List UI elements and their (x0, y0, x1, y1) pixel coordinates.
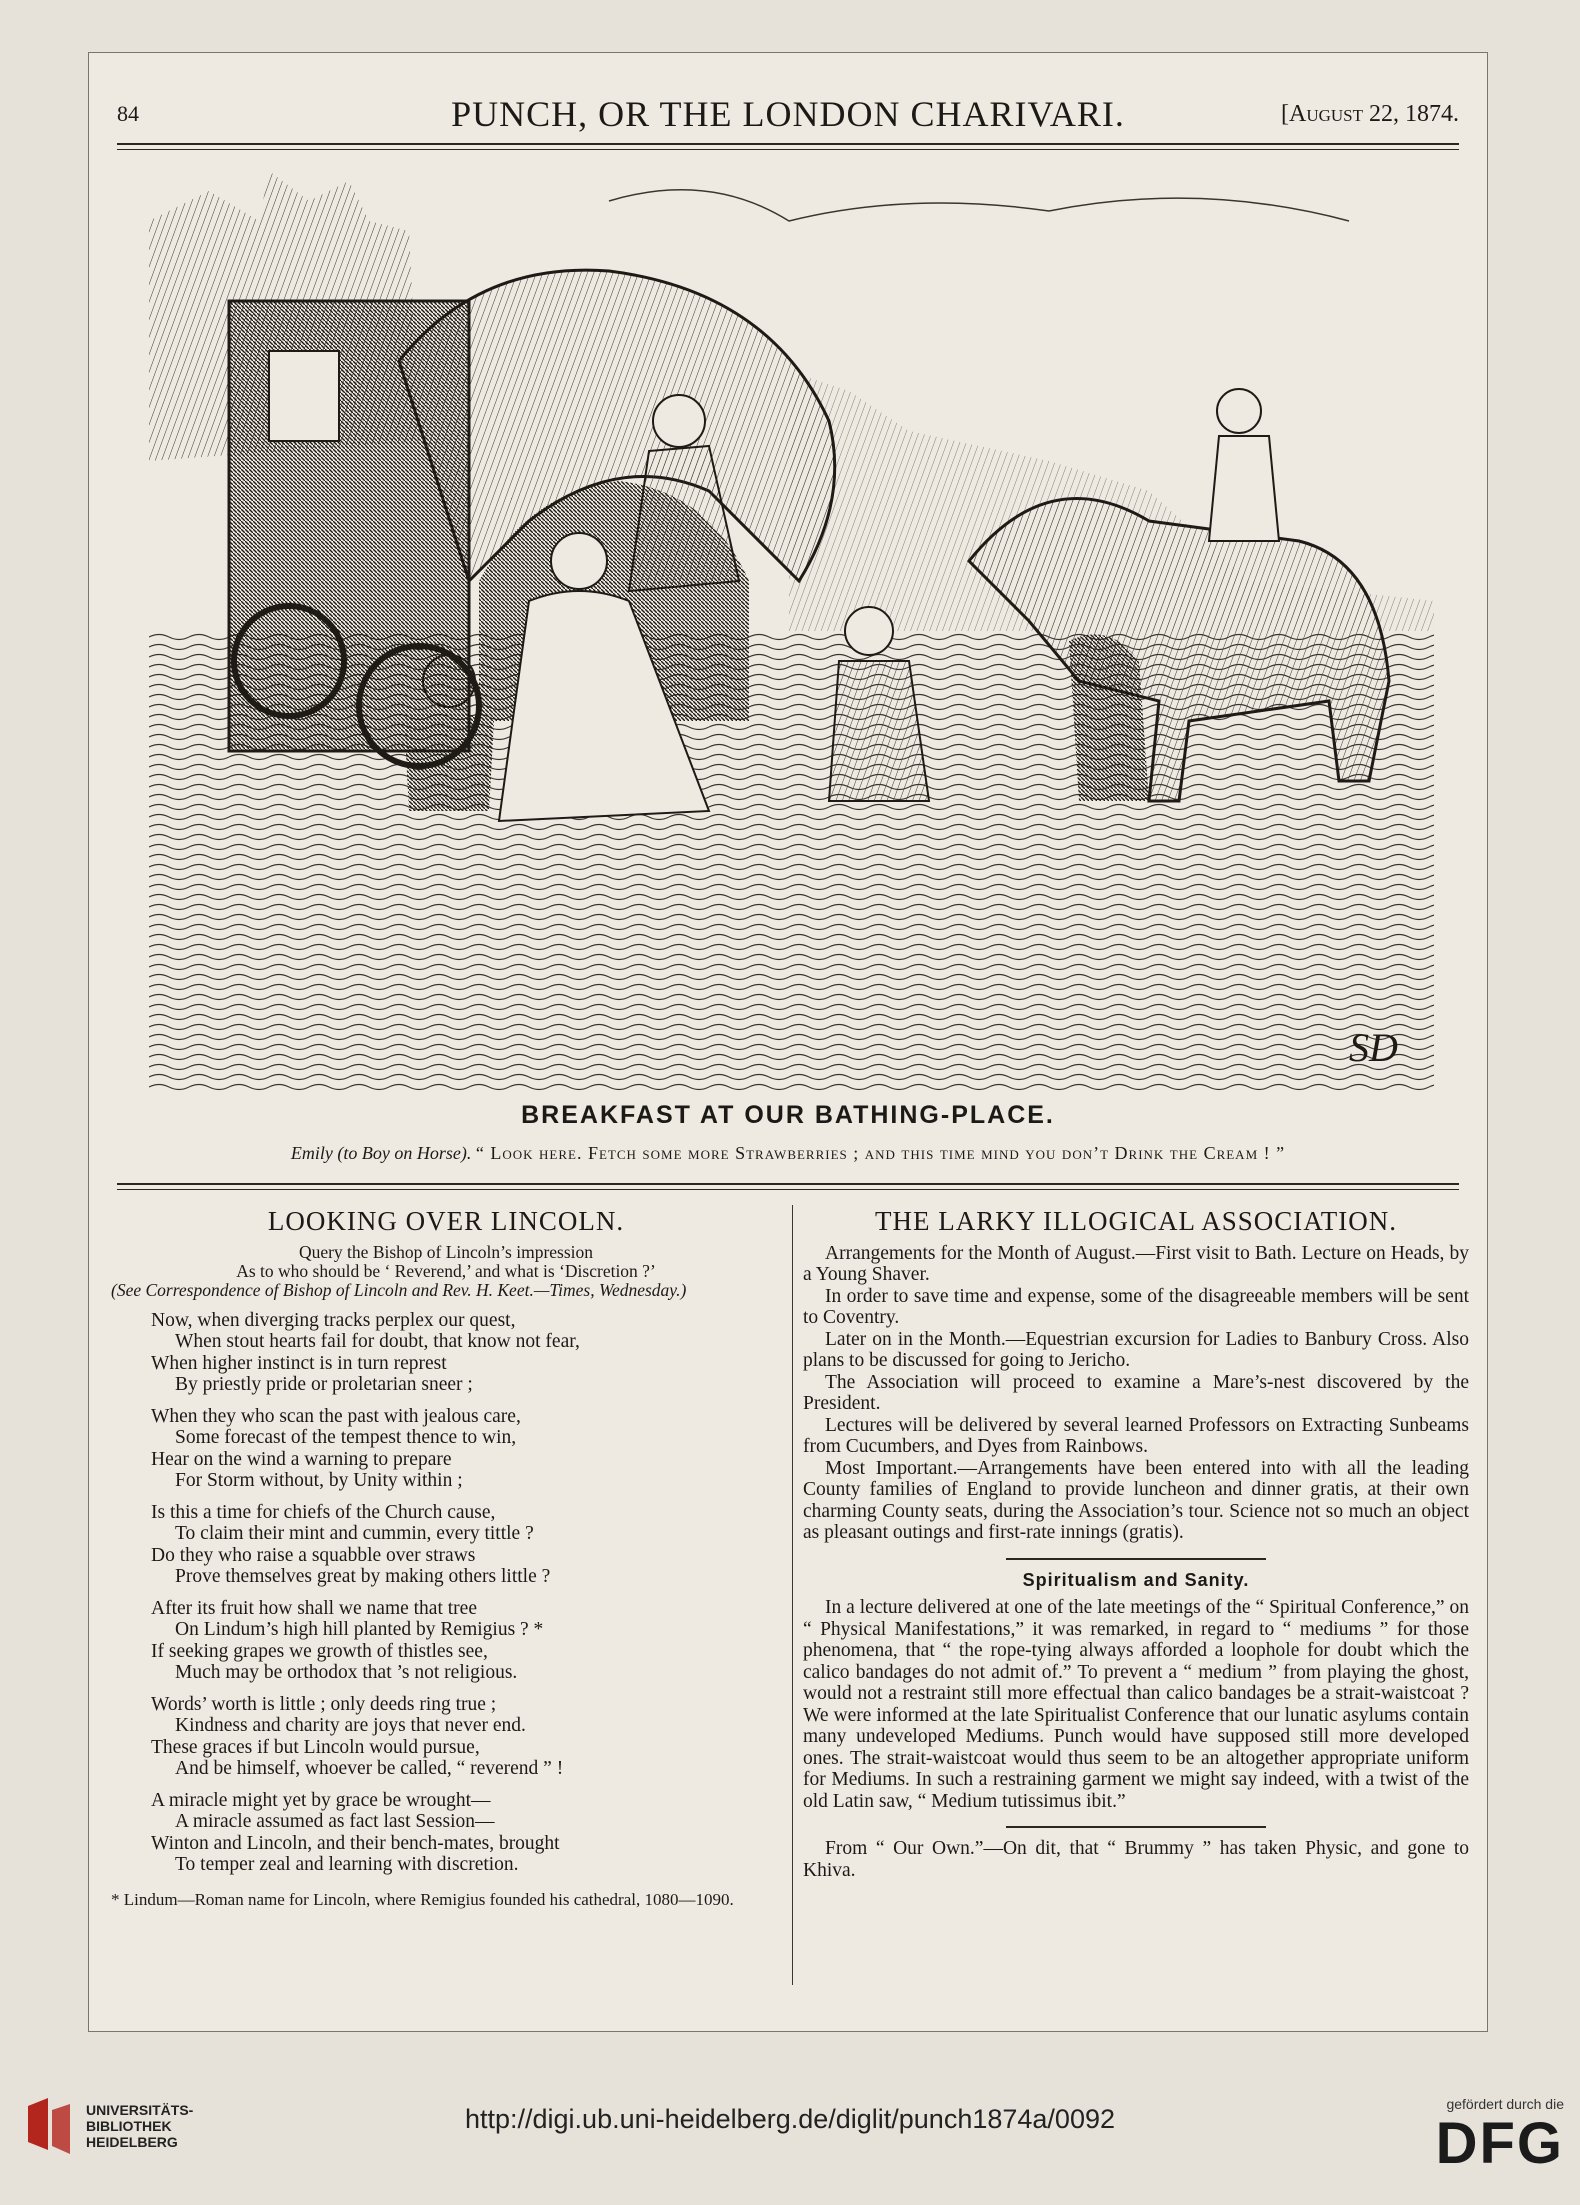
article-paragraph: Lectures will be delivered by several learned Professors on Extracting Sunbeams from Cucumbers, and Dyes from Rainbows. (803, 1414, 1469, 1457)
poem-intro-1: Query the Bishop of Lincoln’s impression (298, 1241, 594, 1262)
poem-source: (See Correspondence of Bishop of Lincoln and Rev. H. Keet.—Times, Wednesday.) (111, 1279, 687, 1300)
poem-stanza: Now, when diverging tracks perplex our quest, When stout hearts fail for doubt, that know not fear, When higher instinct is in turn represt By priestly pride or proletarian sneer ; (151, 1309, 580, 1395)
dfg-logo (1394, 2096, 1564, 2186)
section-rule (1006, 1826, 1266, 1828)
funded-by-text: gefördert durch die (1446, 2096, 1564, 2112)
artist-signature: SD (1349, 1025, 1398, 1070)
library-name-line3: HEIDELBERG (86, 2134, 178, 2150)
dfg-wordmark: DFG (1435, 2111, 1564, 2176)
speech-quote: “ Look here. Fetch some more Strawberries ; and this time mind you don’t Drink the Cream ! ” (475, 1143, 1286, 1163)
section-heading: Spiritualism and Sanity. (1022, 1569, 1250, 1590)
poem-stanza: Is this a time for chiefs of the Church cause, To claim their mint and cummin, every tittle ? Do they who raise a squabble over straws Prove themselves great by making others little ? (151, 1501, 551, 1587)
page-number: 84 (117, 101, 139, 126)
caption-rule-thin (117, 1189, 1459, 1190)
issue-date: [August 22, 1874. (1281, 101, 1459, 127)
machine-window (269, 351, 339, 441)
left-column (111, 1206, 781, 1909)
scanned-page (88, 52, 1488, 2032)
stage-direction: (to Boy on Horse). (337, 1143, 472, 1163)
spiritualism-paragraph: In a lecture delivered at one of the late meetings of the “ Spiritual Conference,” on “ Physical Manifestations,” it was remarked, in regard to “ mediums ” for those phenomena, that “ the rope-tying always afforded a loophole for doubt which the calico bandages do not admit of.” To prevent a “ medium ” from playing the ghost, would not a restraint still more effectual than calico bandages be a strait-waistcoat ? We were informed at the late Spiritualist Conference that our lunatic asylums contain many undeveloped Mediums. Punch would have supposed still more developed ones. The strait-waistcoat would thus seem to be an altogether appropriate uniform for Mediums. In such a restraining garment we might say indeed, with a twist of the old Latin saw, “ Medium tutissimus ibit.” (803, 1597, 1469, 1812)
cartoon-caption: BREAKFAST AT OUR BATHING-PLACE. (521, 1101, 1055, 1129)
poem-intro-2: As to who should be ‘ Reverend,’ and what is ‘Discretion ?’ (236, 1260, 656, 1281)
cartoon-subcaption (109, 1143, 1467, 1164)
article-paragraph: The Association will proceed to examine a Mare’s-nest discovered by the President. (803, 1371, 1469, 1414)
header-rule (117, 143, 1459, 145)
section-rule (1006, 1558, 1266, 1560)
bathing-scene-engraving (149, 161, 1434, 1091)
poem-stanza: When they who scan the past with jealous care, Some forecast of the tempest thence to win, Hear on the wind a warning to prepare For Storm without, by Unity within ; (151, 1405, 521, 1491)
header-rule-thin (117, 149, 1459, 150)
permalink-url[interactable]: http://digi.ub.uni-heidelberg.de/diglit/punch1874a/0092 (464, 2104, 1115, 2134)
running-header (117, 91, 1459, 134)
speaker-name: Emily (290, 1143, 333, 1163)
column-divider (792, 1205, 793, 1985)
poem-stanza: A miracle might yet by grace be wrought— A miracle assumed as fact last Session— Winton and Lincoln, and their bench-mates, brought To temper zeal and learning with discretion. (151, 1789, 560, 1875)
article-paragraph: In order to save time and expense, some of the disagreeable members will be sent to Coventry. (803, 1285, 1469, 1328)
poem-title: LOOKING OVER LINCOLN. (267, 1206, 625, 1236)
right-column (803, 1206, 1469, 1881)
journal-title: PUNCH, OR THE LONDON CHARIVARI. (451, 94, 1125, 134)
poem-stanza: Words’ worth is little ; only deeds ring true ; Kindness and charity are joys that never end. These graces if but Lincoln would pursue, And be himself, whoever be called, “ reverend ” ! (151, 1693, 564, 1779)
viewer-footer (0, 2052, 1580, 2205)
library-name-line1: UNIVERSITÄTS- (86, 2102, 194, 2118)
closing-paragraph: From “ Our Own.”—On dit, that “ Brummy ” has taken Physic, and gone to Khiva. (803, 1838, 1469, 1881)
cartoon-illustration (149, 161, 1434, 1091)
article-title: THE LARKY ILLOGICAL ASSOCIATION. (875, 1206, 1397, 1236)
article-paragraph: Later on in the Month.—Equestrian excursion for Ladies to Banbury Cross. Also plans to be discussed for going to Jericho. (803, 1328, 1469, 1371)
article-paragraph: Arrangements for the Month of August.—First visit to Bath. Lecture on Heads, by a Young Shaver. (803, 1242, 1469, 1285)
article-paragraph: Most Important.—Arrangements have been entered into with all the leading County families of England to provide luncheon and dinner gratis, at their own charming County seats, during the Association’s tour. Science not so much an object as pleasant outings and first-rate innings (gratis). (803, 1457, 1469, 1543)
footnote: * Lindum—Roman name for Lincoln, where Remigius founded his cathedral, 1080—1090. (111, 1889, 734, 1909)
woman-with-horse (1069, 634, 1149, 801)
poem-stanza: After its fruit how shall we name that tree On Lindum’s high hill planted by Remigius ? * If seeking grapes we growth of thistles see, Much may be orthodox that ’s not religious. (151, 1597, 544, 1683)
library-name-line2: BIBLIOTHEK (86, 2118, 172, 2134)
caption-rule (117, 1183, 1459, 1185)
